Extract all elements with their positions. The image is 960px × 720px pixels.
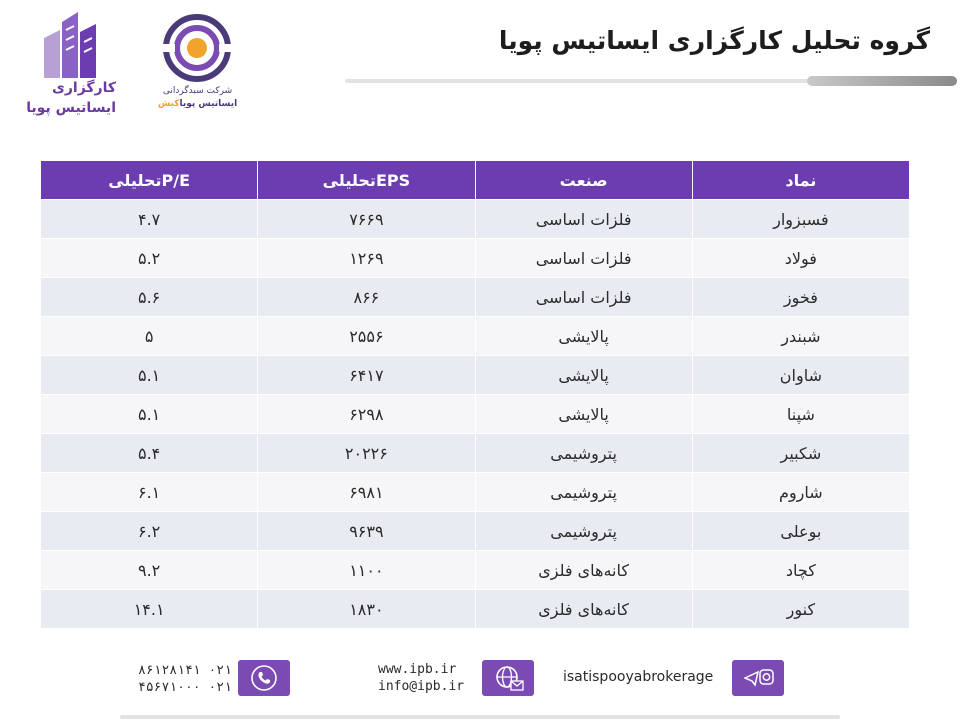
column-header-industry: صنعت	[475, 161, 692, 200]
portfolio-logo	[155, 12, 240, 112]
cell-pe: ۶.۲	[41, 512, 258, 551]
cell-symbol: شاروم	[692, 473, 909, 512]
cell-eps: ۶۹۸۱	[258, 473, 475, 512]
column-header-symbol: نماد	[692, 161, 909, 200]
page-title: گروه تحلیل کارگزاری ایساتیس پویا	[498, 26, 930, 55]
column-header-eps: EPSتحلیلی	[258, 161, 475, 200]
cell-pe: ۵	[41, 317, 258, 356]
cell-industry: فلزات اساسی	[475, 239, 692, 278]
table-row	[41, 200, 910, 239]
valuation-table-container	[40, 160, 910, 629]
page-footer	[0, 645, 960, 720]
cell-eps: ۹۶۳۹	[258, 512, 475, 551]
table-row	[41, 356, 910, 395]
cell-eps: ۱۲۶۹	[258, 239, 475, 278]
social-handle[interactable]: isatispooyabrokerage	[563, 669, 714, 685]
table-row	[41, 590, 910, 629]
email-link[interactable]: info@ipb.ir	[378, 679, 465, 694]
website-link[interactable]: www.ipb.ir	[378, 662, 457, 677]
page-header	[0, 0, 960, 120]
cell-symbol: شپنا	[692, 395, 909, 434]
building-logo-icon	[40, 8, 102, 78]
cell-pe: ۱۴.۱	[41, 590, 258, 629]
cell-eps: ۸۶۶	[258, 278, 475, 317]
table-header-row	[41, 161, 910, 200]
cell-symbol: فولاد	[692, 239, 909, 278]
footer-divider	[120, 715, 840, 719]
cell-eps: ۶۴۱۷	[258, 356, 475, 395]
cell-eps: ۱۱۰۰	[258, 551, 475, 590]
cell-symbol: فخوز	[692, 278, 909, 317]
table-body	[41, 200, 910, 629]
column-header-pe: P/Eتحلیلی	[41, 161, 258, 200]
cell-industry: پتروشیمی	[475, 434, 692, 473]
cell-industry: پالایشی	[475, 356, 692, 395]
table-row	[41, 317, 910, 356]
phone-number-1: ۰۲۱ ۸۶۱۲۸۱۴۱	[138, 663, 232, 678]
brokerage-logo	[18, 8, 128, 118]
cell-symbol: شبندر	[692, 317, 909, 356]
cell-industry: فلزات اساسی	[475, 200, 692, 239]
cell-symbol: فسبزوار	[692, 200, 909, 239]
cell-eps: ۲۰۲۲۶	[258, 434, 475, 473]
cell-pe: ۵.۱	[41, 395, 258, 434]
logo-b-text-main: ایساتیس پویا	[179, 99, 238, 109]
cell-symbol: شاوان	[692, 356, 909, 395]
cell-pe: ۵.۲	[41, 239, 258, 278]
cell-pe: ۶.۱	[41, 473, 258, 512]
cell-industry: فلزات اساسی	[475, 278, 692, 317]
valuation-table	[40, 160, 910, 629]
cell-industry: کانه‌های فلزی	[475, 551, 692, 590]
cell-pe: ۵.۶	[41, 278, 258, 317]
logo-b-text-accent: کیش	[157, 99, 180, 109]
cell-eps: ۱۸۳۰	[258, 590, 475, 629]
cell-industry: کانه‌های فلزی	[475, 590, 692, 629]
cell-industry: پتروشیمی	[475, 473, 692, 512]
table-row	[41, 239, 910, 278]
cell-pe: ۴.۷	[41, 200, 258, 239]
cell-symbol: کچاد	[692, 551, 909, 590]
table-row	[41, 473, 910, 512]
title-underline	[345, 74, 957, 88]
cell-pe: ۵.۱	[41, 356, 258, 395]
cell-industry: پتروشیمی	[475, 512, 692, 551]
table-row	[41, 551, 910, 590]
table-row	[41, 278, 910, 317]
cell-industry: پالایشی	[475, 395, 692, 434]
cell-symbol: بوعلی	[692, 512, 909, 551]
telegram-instagram-icon	[732, 660, 784, 696]
table-row	[41, 512, 910, 551]
cell-symbol: شکبیر	[692, 434, 909, 473]
cell-pe: ۹.۲	[41, 551, 258, 590]
logo-b-text-line2	[155, 99, 240, 109]
ring-logo-icon	[161, 12, 233, 84]
globe-mail-icon	[482, 660, 534, 696]
underline-accent	[807, 76, 957, 86]
phone-icon	[238, 660, 290, 696]
logo-text-line2: ایساتیس پویا	[26, 100, 116, 116]
cell-symbol: کنور	[692, 590, 909, 629]
table-row	[41, 395, 910, 434]
cell-pe: ۵.۴	[41, 434, 258, 473]
cell-eps: ۲۵۵۶	[258, 317, 475, 356]
table-row	[41, 434, 910, 473]
cell-eps: ۶۲۹۸	[258, 395, 475, 434]
logo-text-line1: کارگزاری	[52, 80, 116, 96]
cell-eps: ۷۶۶۹	[258, 200, 475, 239]
cell-industry: پالایشی	[475, 317, 692, 356]
phone-number-2: ۰۲۱ ۴۵۶۷۱۰۰۰	[138, 680, 232, 695]
logo-b-text-line1: شرکت سبدگردانی	[162, 86, 233, 96]
